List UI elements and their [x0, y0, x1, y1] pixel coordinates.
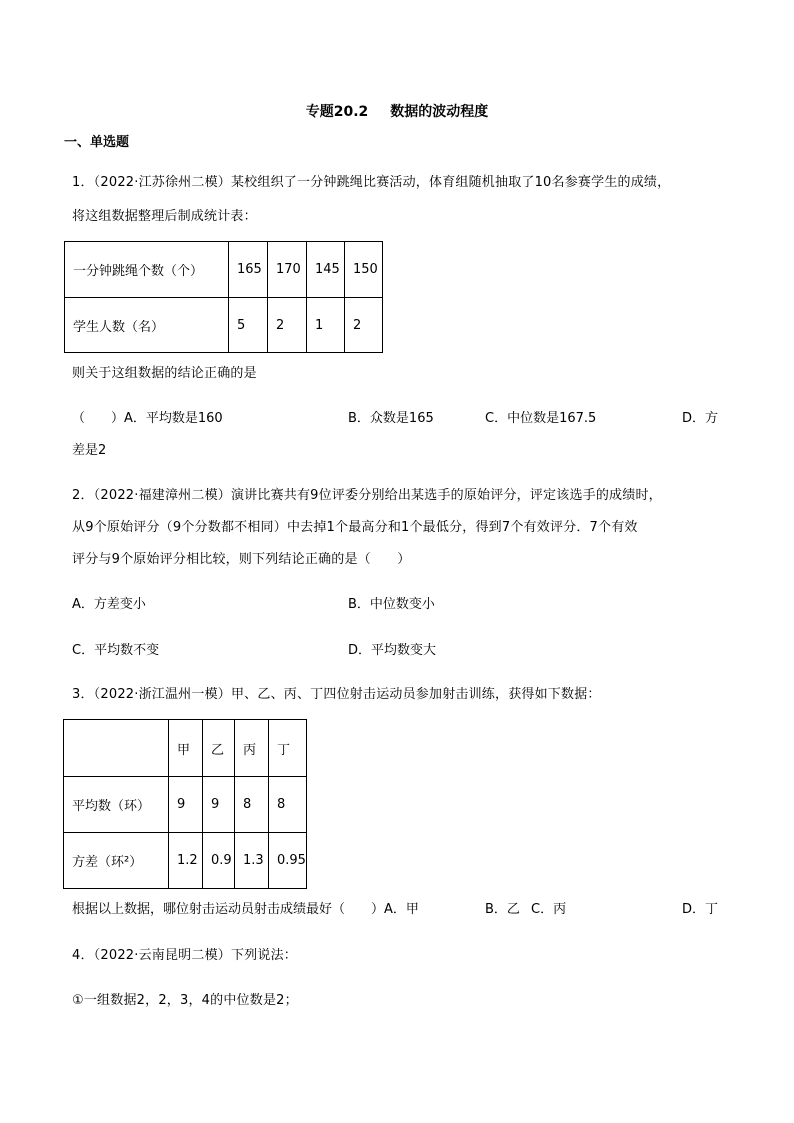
section-heading: 一、单选题 [64, 135, 130, 150]
q3-table-row [64, 777, 307, 833]
q3-cell: 0.9 [203, 833, 235, 889]
q1-cell: 1 [307, 298, 345, 353]
q1-option-c: C．中位数是167.5 [485, 411, 597, 426]
q1-line1: 1．（2022·江苏徐州二模）某校组织了一分钟跳绳比赛活动，体育组随机抽取了10名参赛学生的成绩， [72, 175, 671, 190]
q2-option-a: A．方差变小 [72, 597, 146, 612]
q1-option-b: B．众数是165 [348, 411, 434, 426]
q2-line1: 2．（2022·福建漳州二模）演讲比赛共有9位评委分别给出某选手的原始评分，评定该选手的成绩时， [72, 488, 662, 503]
q1-option-a: （ ）A．平均数是160 [72, 411, 223, 426]
q1-cell: 2 [345, 298, 383, 353]
q1-cell: 学生人数（名） [65, 298, 229, 353]
q1-table [64, 241, 383, 353]
q3-cell: 乙 [203, 720, 235, 777]
q3-cell: 9 [169, 777, 203, 833]
q1-option-d-cont: 差是2 [72, 443, 107, 458]
page-title [0, 101, 794, 121]
q1-cell: 150 [345, 242, 383, 298]
q3-cell: 8 [235, 777, 269, 833]
q1-table-row [65, 242, 383, 298]
q3-cell: 0.95 [269, 833, 307, 889]
q1-cell: 一分钟跳绳个数（个） [65, 242, 229, 298]
q1-cell: 145 [307, 242, 345, 298]
q1-option-d: D．方 [682, 411, 719, 426]
q2-option-d: D．平均数变大 [348, 643, 437, 658]
q3-cell: 1.3 [235, 833, 269, 889]
q3-cell: 8 [269, 777, 307, 833]
q3-table-row [64, 720, 307, 777]
q4-item1: ①一组数据2，2，3，4的中位数是2； [72, 993, 298, 1008]
q3-table-row [64, 833, 307, 889]
q3-cell: 方差（环²） [64, 833, 169, 889]
q3-cell: 1.2 [169, 833, 203, 889]
q3-table [63, 719, 307, 889]
q1-cell: 165 [229, 242, 268, 298]
q2-option-c: C．平均数不变 [72, 643, 160, 658]
q3-question: 根据以上数据，哪位射击运动员射击成绩最好（ ）A．甲 [72, 902, 419, 917]
q3-option-c: C．丙 [531, 902, 567, 917]
q2-line3: 评分与9个原始评分相比较，则下列结论正确的是（ ） [72, 552, 411, 567]
q3-line1: 3．（2022·浙江温州一模）甲、乙、丙、丁四位射击运动员参加射击训练，获得如下数据： [72, 687, 601, 702]
q3-cell: 丁 [269, 720, 307, 777]
q3-cell: 甲 [169, 720, 203, 777]
q3-option-d: D．丁 [682, 902, 719, 917]
title-number: 专题20.2 [305, 104, 369, 120]
q1-after-table: 则关于这组数据的结论正确的是 [72, 366, 257, 381]
q1-cell: 5 [229, 298, 268, 353]
q1-cell: 2 [268, 298, 307, 353]
q4-line1: 4．（2022·云南昆明二模）下列说法： [72, 948, 297, 963]
q1-cell: 170 [268, 242, 307, 298]
q3-cell: 丙 [235, 720, 269, 777]
title-text: 数据的波动程度 [390, 104, 489, 120]
q3-cell [64, 720, 169, 777]
q2-option-b: B．中位数变小 [348, 597, 435, 612]
q3-option-b: B．乙 [485, 902, 520, 917]
q1-table-row [65, 298, 383, 353]
q1-line2: 将这组数据整理后制成统计表： [72, 209, 257, 224]
q2-line2: 从9个原始评分（9个分数都不相同）中去掉1个最高分和1个最低分，得到7个有效评分．7个有效 [72, 520, 638, 535]
q3-cell: 平均数（环） [64, 777, 169, 833]
q3-cell: 9 [203, 777, 235, 833]
